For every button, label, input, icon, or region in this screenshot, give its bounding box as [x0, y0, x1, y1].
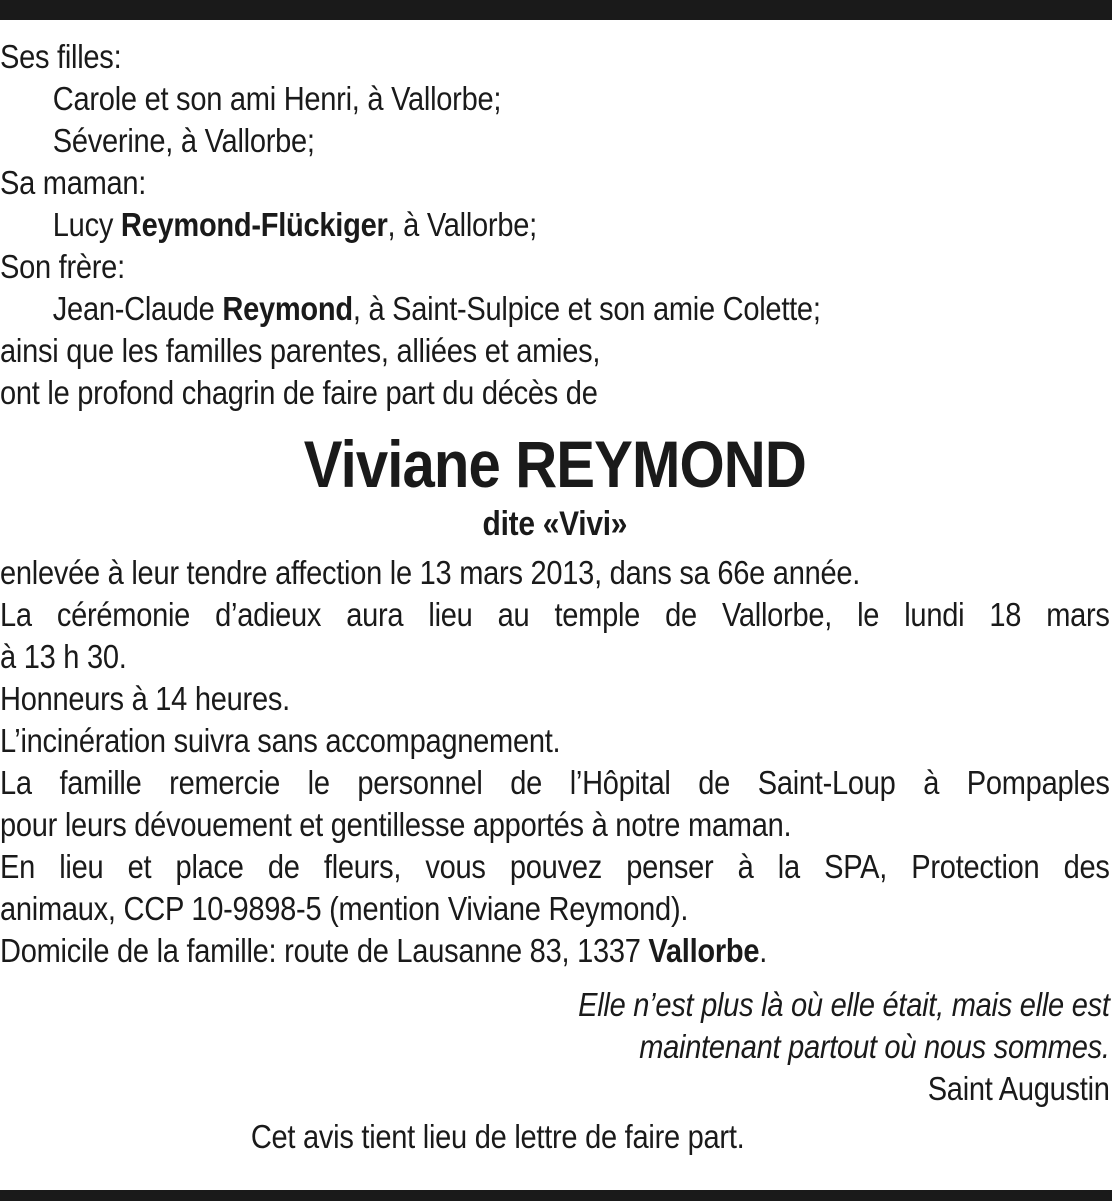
daughters-heading: Ses filles:: [0, 38, 122, 75]
bottom-rule: [0, 1190, 1112, 1201]
death-notice: [0, 36, 1110, 1158]
home-line: [0, 930, 1110, 972]
families-line: ainsi que les familles parentes, alliées et amies,: [0, 332, 601, 369]
announce-line: ont le profond chagrin de faire part du décès de: [0, 374, 598, 411]
quote: [0, 984, 1110, 1068]
flowers-line-1: En lieu et place de fleurs, vous pouvez penser à la SPA, Protection des: [0, 848, 1110, 885]
brother-place: , à Saint-Sulpice et son amie Colette;: [352, 290, 821, 327]
death-line: enlevée à leur tendre affection le 13 mars 2013, dans sa 66e année.: [0, 554, 861, 591]
daughter-2: Séverine, à Vallorbe;: [52, 122, 315, 159]
flowers-line-2: animaux, CCP 10-9898-5 (mention Viviane Reymond).: [0, 890, 689, 927]
thanks-line-2: pour leurs dévouement et gentillesse apportés à notre maman.: [0, 806, 792, 843]
brother-first-name: Jean-Claude: [52, 290, 215, 327]
thanks-line-1: La famille remercie le personnel de l’Hôpital de Saint-Loup à Pompaples: [0, 764, 1110, 801]
honours-line: Honneurs à 14 heures.: [0, 680, 290, 717]
daughter-1: Carole et son ami Henri, à Vallorbe;: [52, 80, 502, 117]
deceased-name: Viviane REYMOND: [303, 427, 806, 501]
deceased-nickname: dite «Vivi»: [482, 505, 628, 543]
home-town: Vallorbe: [648, 932, 760, 969]
brother-entry: [0, 288, 1110, 330]
cremation-line: L’incinération suivra sans accompagnement.: [0, 722, 561, 759]
mother-first-name: Lucy: [52, 206, 114, 243]
mother-entry: [0, 204, 1110, 246]
brother-surname: Reymond: [222, 290, 353, 327]
quote-line-1: Elle n’est plus là où elle était, mais elle est: [578, 986, 1110, 1023]
quote-author: Saint Augustin: [927, 1070, 1110, 1107]
top-rule: [0, 0, 1112, 20]
home-prefix: Domicile de la famille: route de Lausanne 83, 1337: [0, 932, 641, 969]
quote-line-2: maintenant partout où nous sommes.: [639, 1028, 1110, 1065]
mother-heading: Sa maman:: [0, 164, 147, 201]
deceased-block: [0, 428, 1110, 546]
closing-line: Cet avis tient lieu de lettre de faire part.: [250, 1118, 745, 1155]
ceremony-line: La cérémonie d’adieux aura lieu au temple de Vallorbe, le lundi 18 mars: [0, 596, 1110, 633]
brother-heading: Son frère:: [0, 248, 125, 285]
mother-place: , à Vallorbe;: [387, 206, 537, 243]
home-suffix: .: [759, 932, 768, 969]
mother-surname: Reymond-Flückiger: [120, 206, 388, 243]
ceremony-time: à 13 h 30.: [0, 638, 127, 675]
